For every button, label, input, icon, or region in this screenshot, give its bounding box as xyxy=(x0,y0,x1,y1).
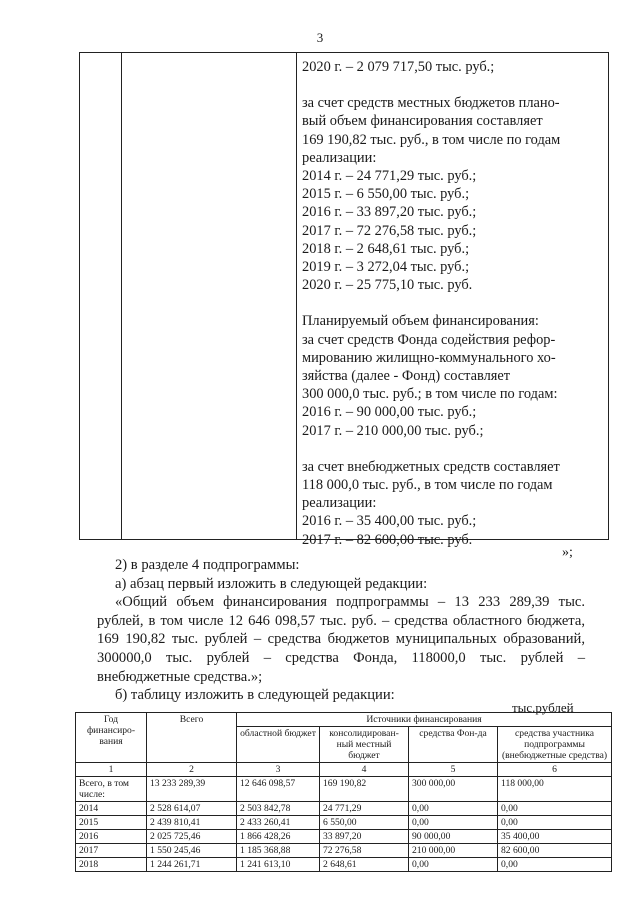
text-block-off-budget xyxy=(302,458,608,549)
column-index: 4 xyxy=(320,763,409,777)
cell-total: 2 528 614,07 xyxy=(147,802,237,816)
cell-total: 2 025 725,46 xyxy=(147,830,237,844)
cell-regional: 12 646 098,57 xyxy=(237,777,320,802)
quote-paragraph: «Общий объем финансирования подпрограммы – 13 233 289,39 тыс. рублей, в том числе 12 646 098,57 тыс. руб. – средства областного бюджета, 169 190,82 тыс. рублей – средства бюджетов муниципальных образований, 300000,0 тыс. рублей – средства Фонда, 118000,0 тыс. рублей – внебюджетные средства.»; xyxy=(97,594,585,685)
text-line: реализации: xyxy=(302,495,377,512)
cell-regional: 2 503 842,78 xyxy=(237,802,320,816)
text-line: 2016 г. – 35 400,00 тыс. руб.; xyxy=(302,513,477,530)
cell-local: 72 276,58 xyxy=(320,844,409,858)
header-year: Год финансиро-вания xyxy=(76,713,147,763)
unit-label: тыс.рублей xyxy=(512,700,574,715)
table-row xyxy=(76,802,612,816)
text-line: зяйства (далее - Фонд) составляет xyxy=(302,368,511,385)
item-a: а) абзац первый изложить в следующей редакции: xyxy=(115,575,428,592)
item-b: б) таблицу изложить в следующей редакции: xyxy=(115,687,395,704)
text-line: за счет средств Фонда содействия рефор- xyxy=(302,331,556,348)
text-line: 2017 г. – 210 000,00 тыс. руб.; xyxy=(302,422,484,439)
cell-off-budget: 0,00 xyxy=(498,858,612,872)
cell-regional: 1 866 428,26 xyxy=(237,830,320,844)
text-line: 2020 г. – 25 775,10 тыс. руб. xyxy=(302,277,473,294)
cell-local: 169 190,82 xyxy=(320,777,409,802)
text-line: 169 190,82 тыс. руб., в том числе по годам xyxy=(302,131,561,148)
header-regional: областной бюджет xyxy=(237,727,320,763)
text-line: за счет внебюджетных средств составляет xyxy=(302,458,560,475)
cell-year: 2018 xyxy=(76,858,147,872)
text-line: 2016 г. – 33 897,20 тыс. руб.; xyxy=(302,204,477,221)
cell-regional: 2 433 260,41 xyxy=(237,816,320,830)
text-line: мированию жилищно-коммунального хо- xyxy=(302,349,556,366)
cell-regional: 1 185 368,88 xyxy=(237,844,320,858)
table-row xyxy=(76,816,612,830)
page-number: 3 xyxy=(316,30,324,45)
text-line: 2015 г. – 6 550,00 тыс. руб.; xyxy=(302,186,470,203)
column-index: 1 xyxy=(76,763,147,777)
text-line: 2014 г. – 24 771,29 тыс. руб.; xyxy=(302,168,477,185)
text-line: за счет средств местных бюджетов плано- xyxy=(302,95,560,112)
text-line: 2020 г. – 2 079 717,50 тыс. руб.; xyxy=(302,59,495,75)
table-row xyxy=(76,858,612,872)
header-fund: средства Фон-да xyxy=(409,727,498,763)
header-off-budget: средства участника подпрограммы (внебюджетные средства) xyxy=(498,727,612,763)
column-index: 2 xyxy=(147,763,237,777)
header-total: Всего xyxy=(147,713,237,763)
column-index: 3 xyxy=(237,763,320,777)
cell-local: 24 771,29 xyxy=(320,802,409,816)
cell-year: Всего, в том числе: xyxy=(76,777,147,802)
cell-off-budget: 35 400,00 xyxy=(498,830,612,844)
table-column-divider xyxy=(296,53,297,539)
text-block-local-budgets xyxy=(302,94,608,294)
text-line: реализации: xyxy=(302,149,377,166)
text-line: вый объем финансирования составляет xyxy=(302,113,543,130)
text-line: 2017 г. – 82 600,00 тыс. руб. xyxy=(302,531,473,548)
cell-fund: 0,00 xyxy=(409,802,498,816)
cell-fund: 0,00 xyxy=(409,858,498,872)
cell-regional: 1 241 613,10 xyxy=(237,858,320,872)
text-line: 2018 г. – 2 648,61 тыс. руб.; xyxy=(302,240,470,257)
cell-off-budget: 82 600,00 xyxy=(498,844,612,858)
text-line: 118 000,0 тыс. руб., в том числе по годам xyxy=(302,477,553,494)
closing-quote: »; xyxy=(562,545,573,560)
cell-local: 33 897,20 xyxy=(320,830,409,844)
cell-year: 2017 xyxy=(76,844,147,858)
cell-fund: 0,00 xyxy=(409,816,498,830)
text-line: 2016 г. – 90 000,00 тыс. руб.; xyxy=(302,404,477,421)
cell-year: 2015 xyxy=(76,816,147,830)
financing-table xyxy=(75,712,612,872)
text-line: 300 000,0 тыс. руб.; в том числе по годам: xyxy=(302,386,558,403)
cell-total: 2 439 810,41 xyxy=(147,816,237,830)
header-local: консолидирован-ный местный бюджет xyxy=(320,727,409,763)
cell-fund: 300 000,00 xyxy=(409,777,498,802)
table-header-row xyxy=(76,713,612,727)
table-row xyxy=(76,830,612,844)
cell-local: 6 550,00 xyxy=(320,816,409,830)
cell-off-budget: 0,00 xyxy=(498,802,612,816)
cell-local: 2 648,61 xyxy=(320,858,409,872)
table-row xyxy=(76,844,612,858)
cell-fund: 210 000,00 xyxy=(409,844,498,858)
text-line: 2019 г. – 3 272,04 тыс. руб.; xyxy=(302,259,470,276)
table-column-divider xyxy=(121,53,122,539)
financing-description xyxy=(302,58,608,549)
table-row xyxy=(76,777,612,802)
column-index: 6 xyxy=(498,763,612,777)
text-block-fund xyxy=(302,312,608,439)
text-line: Планируемый объем финансирования: xyxy=(302,313,539,330)
text-block-2020-regional xyxy=(302,58,608,76)
column-index: 5 xyxy=(409,763,498,777)
text-line: 2017 г. – 72 276,58 тыс. руб.; xyxy=(302,222,477,239)
cell-off-budget: 118 000,00 xyxy=(498,777,612,802)
cell-total: 1 244 261,71 xyxy=(147,858,237,872)
cell-fund: 90 000,00 xyxy=(409,830,498,844)
cell-year: 2016 xyxy=(76,830,147,844)
continued-table xyxy=(79,52,609,548)
cell-off-budget: 0,00 xyxy=(498,816,612,830)
item-2: 2) в разделе 4 подпрограммы: xyxy=(115,557,300,573)
cell-year: 2014 xyxy=(76,802,147,816)
cell-total: 1 550 245,46 xyxy=(147,844,237,858)
header-sources: Источники финансирования xyxy=(237,713,612,727)
table-index-row xyxy=(76,763,612,777)
cell-total: 13 233 289,39 xyxy=(147,777,237,802)
amendment-text xyxy=(97,556,585,705)
